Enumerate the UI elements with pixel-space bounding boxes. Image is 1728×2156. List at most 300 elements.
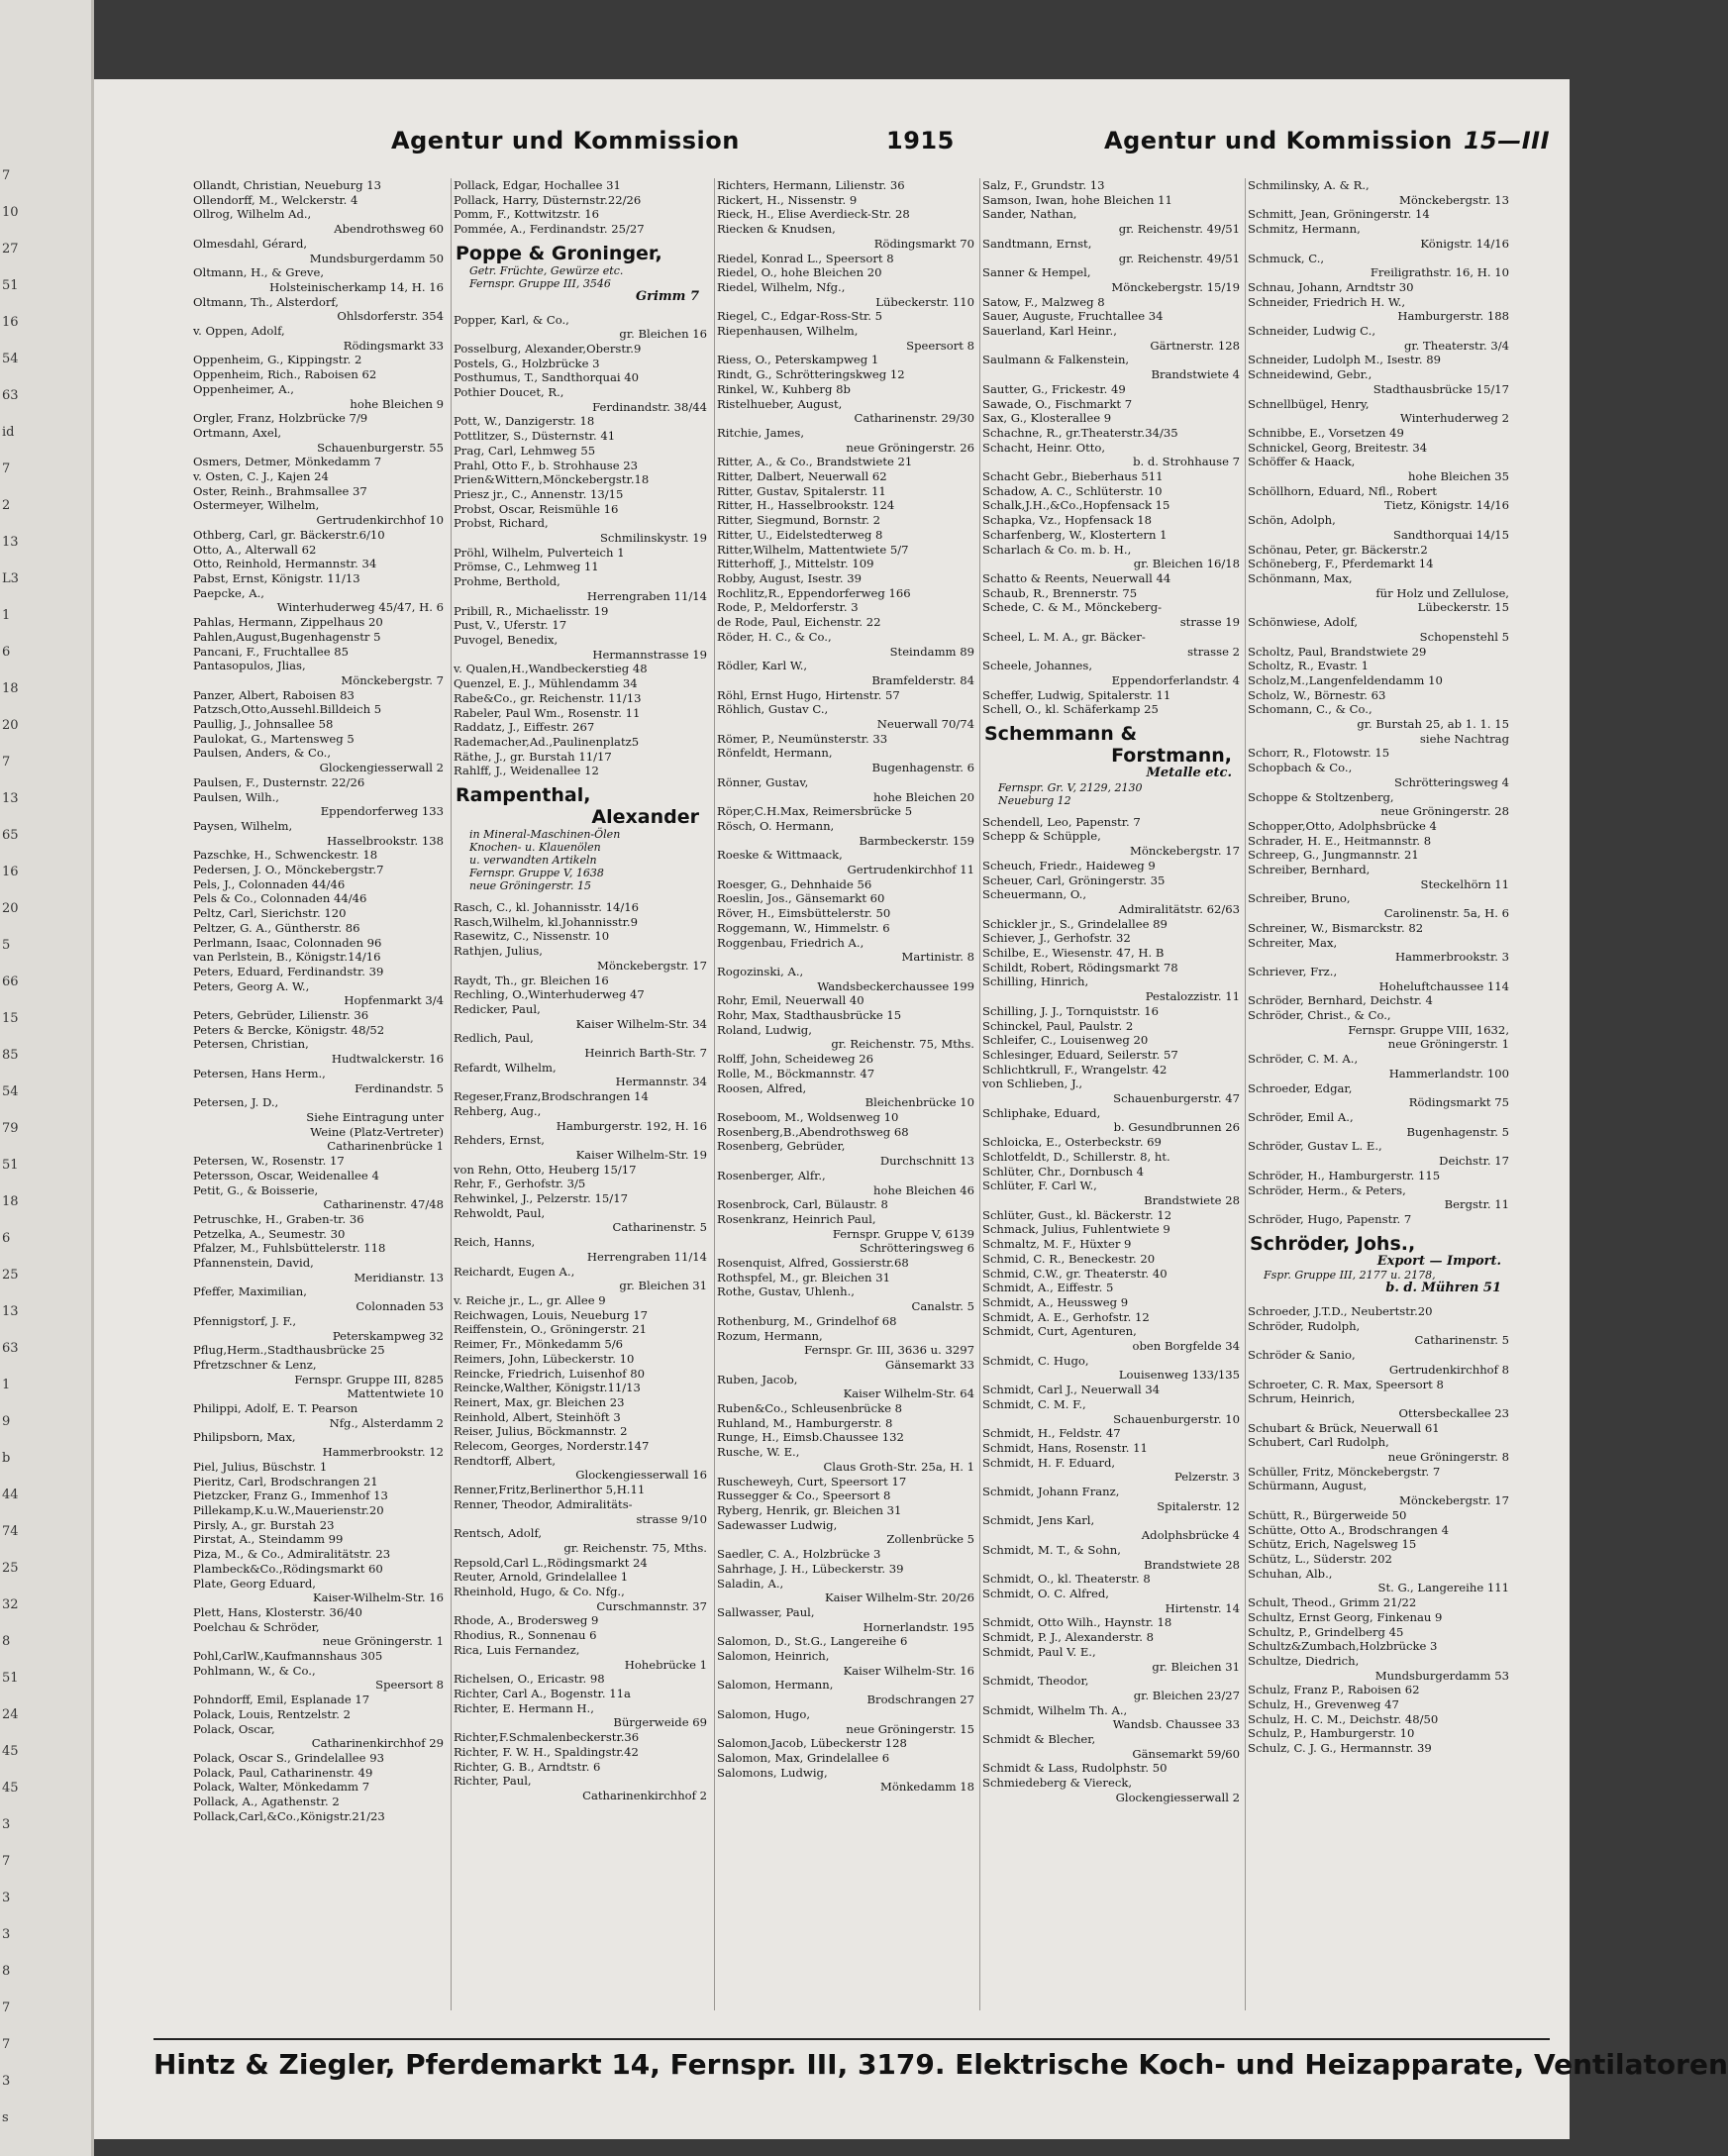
directory-entry-continuation: Colonnaden 53 [356, 1299, 444, 1314]
directory-entry: Pieritz, Carl, Brodschrangen 21 [193, 1474, 378, 1489]
prev-page-number: 74 [2, 1524, 19, 1539]
prev-page-number: 45 [2, 1744, 19, 1759]
directory-entry: Reichwagen, Louis, Neueburg 17 [454, 1307, 649, 1322]
directory-entry: Satow, F., Malzweg 8 [982, 294, 1105, 309]
directory-entry: Posthumus, T., Sandthorquai 40 [454, 370, 640, 385]
directory-entry-continuation: Bramfelderstr. 84 [871, 672, 974, 687]
directory-entry-continuation: Hermannstrasse 19 [592, 647, 707, 662]
directory-entry: Popper, Karl, & Co., [454, 312, 569, 327]
prev-page-number: 9 [2, 1414, 11, 1429]
directory-entry: Pahlen,August,Bugenhagenstr 5 [193, 629, 381, 644]
directory-entry-continuation: Catharinenkirchhof 29 [311, 1736, 444, 1751]
directory-entry: Russegger & Co., Speersort 8 [717, 1489, 891, 1503]
directory-entry-continuation: Heinrich Barth-Str. 7 [584, 1046, 707, 1061]
directory-entry-continuation: strasse 9/10 [636, 1511, 707, 1526]
directory-entry-continuation: Freiligrathstr. 16, H. 10 [1370, 265, 1509, 280]
directory-entry-continuation: Hamburgerstr. 188 [1397, 309, 1509, 324]
directory-entry-continuation: Gärtnerstr. 128 [1150, 338, 1240, 353]
directory-entry: Oltmann, Th., Alsterdorf, [193, 294, 339, 309]
directory-entry: Schultze, Diedrich, [1248, 1653, 1360, 1668]
prev-page-number: 51 [2, 1671, 19, 1686]
directory-entry: Schreiter, Max, [1248, 935, 1338, 950]
directory-entry-continuation: Curschmannstr. 37 [596, 1598, 707, 1613]
ad-phone: Fspr. Gruppe III, 2177 u. 2178, [1264, 1269, 1436, 1283]
directory-entry: Saladin, A., [717, 1576, 784, 1591]
directory-entry: Ryberg, Henrik, gr. Bleichen 31 [717, 1502, 902, 1517]
directory-entry: Oster, Reinh., Brahmsallee 37 [193, 483, 367, 498]
directory-entry: Ritter, Siegmund, Bornstr. 2 [717, 513, 881, 528]
directory-entry: Roland, Ludwig, [717, 1022, 812, 1037]
ad-line: in Mineral-Maschinen-Ölen [469, 828, 621, 842]
prev-page-number: 8 [2, 1634, 11, 1649]
prev-page-number: id [2, 425, 15, 440]
directory-entry: Roeske & Wittmaack, [717, 848, 843, 863]
directory-entry: Pollack,Carl,&Co.,Königstr.21/23 [193, 1808, 385, 1823]
directory-entry: Rothspfel, M., gr. Bleichen 31 [717, 1270, 890, 1284]
directory-entry: Schmidt & Lass, Rudolphstr. 50 [982, 1761, 1168, 1776]
directory-entry-continuation: neue Gröningerstr. 28 [1380, 804, 1509, 819]
directory-entry: Plambeck&Co.,Rödingsmarkt 60 [193, 1561, 383, 1576]
directory-entry: Peters, Georg A. W., [193, 978, 310, 993]
directory-entry-continuation: Hopfenmarkt 3/4 [344, 993, 444, 1008]
directory-entry: Schönwiese, Adolf, [1248, 615, 1359, 630]
directory-entry: Ritter, Gustav, Spitalerstr. 11 [717, 483, 886, 498]
column-5 [1245, 178, 1509, 2010]
directory-entry: Schmidt, P. J., Alexanderstr. 8 [982, 1630, 1154, 1645]
directory-entry: Polack, Louis, Rentzelstr. 2 [193, 1706, 352, 1721]
prev-page-number: 7 [2, 2001, 11, 2015]
directory-entry: Schnellbügel, Henry, [1248, 396, 1370, 411]
directory-entry: Piza, M., & Co., Admiralitätstr. 23 [193, 1547, 391, 1562]
directory-entry-continuation: Bergstr. 11 [1444, 1197, 1509, 1212]
directory-entry: Perlmann, Isaac, Colonnaden 96 [193, 935, 382, 950]
directory-entry-continuation: Schopenstehl 5 [1419, 629, 1509, 644]
directory-entry: Schroeder, J.T.D., Neubertstr.20 [1248, 1304, 1433, 1319]
directory-entry-continuation: Catharinenkirchhof 2 [582, 1788, 707, 1802]
directory-entry: Scholz,M.,Langenfeldendamm 10 [1248, 672, 1443, 687]
directory-entry: Pirsly, A., gr. Burstah 23 [193, 1517, 335, 1532]
directory-entry-continuation: Winterhuderweg 2 [1400, 411, 1509, 426]
directory-entry: Pott, W., Danzigerstr. 18 [454, 414, 595, 429]
directory-entry: Rosenberger, Alfr., [717, 1168, 826, 1182]
directory-entry-continuation: Zollenbrücke 5 [886, 1532, 974, 1547]
directory-entry: Rickert, H., Nissenstr. 9 [717, 192, 858, 207]
directory-entry-continuation: Fernspr. Gruppe VIII, 1632, [1348, 1022, 1509, 1037]
prev-page-number: 1 [2, 1378, 11, 1392]
column-3 [714, 178, 974, 2010]
directory-entry: Petruschke, H., Graben-tr. 36 [193, 1211, 364, 1226]
directory-entry: Schmidt, Otto Wilh., Haynstr. 18 [982, 1615, 1172, 1630]
directory-entry-continuation: St. G., Langereihe 111 [1377, 1581, 1509, 1595]
prev-page-number: 63 [2, 1341, 19, 1356]
header-year: 1915 [886, 127, 955, 154]
directory-entry-continuation: Ferdinandstr. 38/44 [592, 399, 707, 414]
directory-entry: Petit, G., & Boisserie, [193, 1182, 319, 1197]
directory-entry-continuation: Glockengiesserwall 16 [575, 1468, 707, 1483]
directory-entry: Pels, J., Colonnaden 44/46 [193, 876, 346, 891]
directory-entry: Pohlmann, W., & Co., [193, 1663, 316, 1678]
directory-entry: Scheel, L. M. A., gr. Bäcker- [982, 629, 1146, 644]
prev-page-number: 54 [2, 352, 19, 366]
directory-entry: Rademacher,Ad.,Paulinenplatz5 [454, 734, 640, 749]
directory-entry-continuation: Schrötteringsweg 4 [1394, 774, 1509, 789]
directory-entry: Schmidt, Carl J., Neuerwall 34 [982, 1383, 1161, 1397]
directory-entry-continuation: Gänsemarkt 33 [884, 1357, 974, 1372]
directory-entry: Schönmann, Max, [1248, 570, 1353, 585]
directory-entry-continuation: Hirtenstr. 14 [1165, 1600, 1240, 1615]
directory-entry: Schapka, Vz., Hopfensack 18 [982, 513, 1153, 528]
directory-entry: Raddatz, J., Eiffestr. 267 [454, 720, 595, 735]
directory-entry: Scheuer, Carl, Gröningerstr. 35 [982, 873, 1166, 887]
prev-page-number: b [2, 1451, 11, 1466]
directory-entry: Roeslin, Jos., Gänsemarkt 60 [717, 891, 885, 906]
directory-entry: Priesz jr., C., Annenstr. 13/15 [454, 486, 624, 501]
directory-entry: Schütte, Otto A., Brodschrangen 4 [1248, 1522, 1449, 1537]
directory-entry: Schmidt, Jens Karl, [982, 1513, 1095, 1528]
directory-entry-continuation: Stadthausbrücke 15/17 [1372, 381, 1509, 396]
prev-page-number: 51 [2, 278, 19, 293]
directory-entry-continuation: Hohebrücke 1 [624, 1657, 707, 1672]
directory-entry-continuation: Hasselbrookstr. 138 [327, 833, 444, 848]
ad-company-name: Schröder, Johs., [1250, 1232, 1416, 1255]
directory-entry: Schmack, Julius, Fuhlentwiete 9 [982, 1222, 1170, 1237]
directory-entry-continuation: oben Borgfelde 34 [1132, 1339, 1240, 1354]
directory-entry: Pflug,Herm.,Stadthausbrücke 25 [193, 1343, 385, 1358]
ad-address: Grimm 7 [636, 288, 699, 304]
directory-entry: Rosenbrock, Carl, Bülaustr. 8 [717, 1197, 888, 1212]
advertisement-poppe [456, 243, 705, 305]
prev-page-number: 3 [2, 1927, 11, 1942]
directory-entry: Polack, Oscar, [193, 1721, 275, 1736]
directory-entry: Rabeler, Paul Wm., Rosenstr. 11 [454, 705, 641, 720]
directory-entry: Rehwinkel, J., Pelzerstr. 15/17 [454, 1191, 628, 1206]
directory-entry: Rosenquist, Alfred, Gossierstr.68 [717, 1256, 909, 1271]
directory-entry: Quenzel, E. J., Mühlendamm 34 [454, 676, 638, 691]
directory-entry-continuation: Glockengiesserwall 2 [1115, 1790, 1240, 1804]
directory-entry: Röver, H., Eimsbüttelerstr. 50 [717, 906, 891, 921]
directory-entry: Pollack, Edgar, Hochallee 31 [454, 178, 621, 192]
ad-phone: Fernspr. Gruppe V, 1638 [469, 867, 604, 880]
directory-entry: Scheuch, Friedr., Haideweg 9 [982, 858, 1156, 873]
directory-entry-continuation: b. Gesundbrunnen 26 [1113, 1120, 1240, 1135]
directory-entry: Rothenburg, M., Grindelhof 68 [717, 1313, 897, 1328]
directory-entry-continuation: Fernspr. Gr. III, 3636 u. 3297 [804, 1343, 974, 1358]
directory-entry: Schloicka, E., Osterbeckstr. 69 [982, 1135, 1162, 1150]
directory-entry: Schmidt, Paul V. E., [982, 1644, 1096, 1659]
directory-entry: Rendtorff, Albert, [454, 1453, 557, 1468]
directory-entry: Ruben&Co., Schleusenbrücke 8 [717, 1401, 903, 1416]
directory-entry: Richelsen, O., Ericastr. 98 [454, 1672, 605, 1687]
directory-entry-continuation: Mönckebergstr. 7 [341, 672, 444, 687]
directory-entry: Richter, Carl A., Bogenstr. 11a [454, 1686, 631, 1700]
directory-entry: Pommée, A., Ferdinandstr. 25/27 [454, 222, 645, 237]
directory-entry: Schede, C. & M., Mönckeberg- [982, 600, 1163, 615]
directory-entry: Paulsen, Anders, & Co., [193, 746, 332, 761]
directory-entry: Schomann, C., & Co., [1248, 702, 1372, 717]
directory-entry: Rönner, Gustav, [717, 774, 809, 789]
directory-entry: Peters & Bercke, Königstr. 48/52 [193, 1022, 385, 1037]
directory-entry-continuation: hohe Bleichen 35 [1408, 469, 1509, 484]
directory-entry: Schatto & Reents, Neuerwall 44 [982, 570, 1171, 585]
directory-entry: Schröder, Hugo, Papenstr. 7 [1248, 1211, 1412, 1226]
directory-entry: Schuhan, Alb., [1248, 1566, 1333, 1581]
directory-entry-continuation: Durchschnitt 13 [879, 1154, 974, 1169]
directory-entry: v. Reiche jr., L., gr. Allee 9 [454, 1293, 606, 1307]
directory-entry: Rochlitz,R., Eppendorferweg 166 [717, 585, 911, 600]
directory-entry: Rolle, M., Böckmannstr. 47 [717, 1066, 875, 1080]
directory-entry: Ruscheweyh, Curt, Speersort 17 [717, 1474, 907, 1489]
directory-entry-continuation: Gertrudenkirchhof 8 [1388, 1362, 1509, 1377]
directory-entry: Pohndorff, Emil, Esplanade 17 [193, 1693, 370, 1707]
directory-entry: Schneidewind, Gebr., [1248, 367, 1372, 382]
directory-entry: Ritchie, James, [717, 425, 805, 440]
ad-company-name: Schemmann & [984, 723, 1138, 746]
directory-entry: Rathjen, Julius, [454, 944, 543, 959]
directory-entry: Pedersen, J. O., Mönckebergstr.7 [193, 863, 384, 877]
header-left-title: Agentur und Kommission [391, 127, 740, 154]
directory-entry: Richter, Paul, [454, 1774, 532, 1789]
directory-entry: Schrum, Heinrich, [1248, 1391, 1356, 1406]
directory-entry: Schlüter, F. Carl W., [982, 1179, 1097, 1193]
prev-page-number: 10 [2, 205, 19, 220]
directory-entry: Schult, Theod., Grimm 21/22 [1248, 1595, 1417, 1610]
directory-entry: Schöneberg, F., Pferdemarkt 14 [1248, 557, 1434, 571]
directory-entry: Ristelhueber, August, [717, 396, 843, 411]
directory-entry: Richter, F. W. H., Spaldingstr.42 [454, 1744, 639, 1759]
prev-page-number: 20 [2, 901, 19, 916]
directory-entry: von Schlieben, J., [982, 1077, 1083, 1091]
directory-entry-continuation: Schauenburgerstr. 47 [1113, 1091, 1240, 1106]
advertisement-rampenthal [456, 784, 705, 892]
prev-page-number: 79 [2, 1121, 19, 1136]
prev-page-number: 2 [2, 498, 11, 513]
directory-entry: Peters, Eduard, Ferdinandstr. 39 [193, 964, 384, 978]
directory-entry: Schleifer, C., Louisenweg 20 [982, 1033, 1149, 1048]
ad-line: Knochen- u. Klauenölen [469, 841, 601, 855]
directory-entry: Salomons, Ludwig, [717, 1765, 828, 1780]
prev-page-number: 63 [2, 388, 19, 403]
directory-entry: Schendell, Leo, Papenstr. 7 [982, 814, 1141, 829]
directory-entry-continuation: Herrengraben 11/14 [586, 1249, 707, 1264]
directory-entry: Richter, E. Hermann H., [454, 1700, 594, 1715]
directory-entry: Peters, Gebrüder, Lilienstr. 36 [193, 1008, 369, 1023]
directory-entry: Pfennigstorf, J. F., [193, 1313, 297, 1328]
directory-entry: Probst, Richard, [454, 516, 549, 531]
directory-entry: Reiser, Julius, Böckmannstr. 2 [454, 1424, 628, 1439]
directory-entry: Schlichtkrull, F., Wrangelstr. 42 [982, 1062, 1168, 1077]
directory-entry: Schilling, Hinrich, [982, 975, 1089, 989]
directory-entry: Schnickel, Georg, Breitestr. 34 [1248, 440, 1428, 455]
directory-entry: Sanner & Hempel, [982, 265, 1091, 280]
directory-entry: Schröder, Emil A., [1248, 1110, 1354, 1124]
directory-entry: Scholz, W., Börnestr. 63 [1248, 687, 1386, 702]
prev-page-number: 1 [2, 608, 11, 623]
directory-entry: Reimer, Fr., Mönkedamm 5/6 [454, 1337, 624, 1352]
prev-page-number: 3 [2, 2074, 11, 2089]
directory-entry: Reincke, Friedrich, Luisenhof 80 [454, 1366, 646, 1381]
directory-entry: Ortmann, Axel, [193, 425, 282, 440]
directory-entry-continuation: gr. Reichenstr. 75, Mths. [563, 1540, 707, 1555]
directory-entry: Pothier Doucet, R., [454, 385, 564, 400]
directory-entry: Rehwoldt, Paul, [454, 1205, 546, 1220]
directory-entry: Pfalzer, M., Fuhlsbüttelerstr. 118 [193, 1241, 386, 1256]
directory-entry: Schröder, C. M. A., [1248, 1052, 1359, 1067]
prev-page-number: 16 [2, 865, 19, 879]
directory-entry: Schultz&Zumbach,Holzbrücke 3 [1248, 1639, 1438, 1654]
directory-entry-continuation: Bugenhagenstr. 6 [871, 761, 974, 775]
directory-entry: Sander, Nathan, [982, 207, 1077, 222]
directory-entry: Pollack, Harry, Düsternstr.22/26 [454, 192, 642, 207]
directory-entry-continuation: gr. Bleichen 16 [619, 327, 707, 342]
directory-entry: Reinert, Max, gr. Bleichen 23 [454, 1394, 625, 1409]
directory-entry-continuation: b. d. Strohhause 7 [1133, 455, 1240, 469]
directory-entry-continuation: Steindamm 89 [889, 644, 974, 659]
directory-entry: Schmidt, Curt, Agenturen, [982, 1324, 1137, 1339]
ad-phone: Fernspr. Gr. V, 2129, 2130 [998, 780, 1143, 794]
directory-entry: Rasch, C., kl. Johannisstr. 14/16 [454, 900, 640, 915]
directory-entry: Schiever, J., Gerhofstr. 32 [982, 931, 1131, 946]
directory-entry-continuation: strasse 2 [1187, 644, 1240, 659]
directory-entry: Rechling, O.,Winterhuderweg 47 [454, 987, 645, 1002]
directory-entry: Schultz, Ernst Georg, Finkenau 9 [1248, 1609, 1443, 1624]
directory-entry-continuation: Hammerlandstr. 100 [1388, 1066, 1509, 1080]
ad-phone: Fernspr. Gruppe III, 3546 [469, 276, 611, 290]
column-4 [979, 178, 1240, 2010]
directory-entry-continuation: Barmbeckerstr. 159 [859, 833, 974, 848]
column-1 [191, 178, 444, 2010]
directory-entry: Schmidt, H. F. Eduard, [982, 1455, 1116, 1470]
ad-company-name: Rampenthal, [456, 784, 591, 807]
directory-entry-continuation: gr. Theaterstr. 3/4 [1403, 338, 1509, 353]
directory-entry: Schön, Adolph, [1248, 513, 1336, 528]
prev-page-number: 7 [2, 462, 11, 476]
directory-entry: Petersen, W., Rosenstr. 17 [193, 1154, 345, 1169]
directory-entry: Ruben, Jacob, [717, 1372, 798, 1386]
directory-entry: Piel, Julius, Büschstr. 1 [193, 1459, 328, 1474]
directory-entry: Refardt, Wilhelm, [454, 1060, 557, 1075]
directory-entry-continuation: Gertrudenkirchhof 10 [316, 513, 444, 528]
directory-entry: Röhl, Ernst Hugo, Hirtenstr. 57 [717, 687, 900, 702]
directory-entry: Paulsen, Wilh., [193, 789, 279, 804]
directory-entry: Rohr, Max, Stadthausbrücke 15 [717, 1008, 902, 1023]
directory-entry: de Rode, Paul, Eichenstr. 22 [717, 615, 881, 630]
prev-page-number: 13 [2, 1304, 19, 1319]
prev-page-number: L3 [2, 571, 19, 586]
directory-entry-continuation: Mundsburgerdamm 53 [1374, 1668, 1509, 1683]
directory-entry: Schroeder, Edgar, [1248, 1080, 1353, 1095]
prev-page-number: 7 [2, 1854, 11, 1869]
directory-entry-continuation: Winterhuderweg 45/47, H. 6 [276, 600, 444, 615]
ad-company-name-2: Alexander [591, 806, 699, 829]
directory-entry: Schreiber, Bernhard, [1248, 863, 1371, 877]
directory-entry: Schmidt, A., Heussweg 9 [982, 1294, 1129, 1309]
directory-entry: Schmidt & Blecher, [982, 1732, 1096, 1747]
directory-entry-continuation: Tietz, Königstr. 14/16 [1383, 498, 1509, 513]
directory-entry-continuation: Martinistr. 8 [901, 950, 974, 965]
directory-entry-continuation: Catharinenstr. 5 [612, 1220, 707, 1235]
directory-entry-continuation: hohe Bleichen 20 [873, 789, 974, 804]
directory-entry: Schmid, C. R., Beneckestr. 20 [982, 1251, 1156, 1266]
directory-entry: Schilbe, E., Wiesenstr. 47, H. B [982, 946, 1165, 961]
directory-entry: Pfannenstein, David, [193, 1256, 314, 1271]
directory-entry: Rogozinski, A., [717, 964, 804, 978]
directory-entry-continuation: Carolinenstr. 5a, H. 6 [1383, 906, 1509, 921]
directory-entry-continuation: Kaiser Wilhelm-Str. 19 [575, 1147, 707, 1162]
directory-entry: Redlich, Paul, [454, 1031, 534, 1046]
prev-page-number: 85 [2, 1048, 19, 1063]
directory-entry: Schmilinsky, A. & R., [1248, 178, 1370, 192]
prev-page-number: 44 [2, 1488, 19, 1502]
directory-entry: Schulz, H. C. M., Deichstr. 48/50 [1248, 1711, 1439, 1726]
directory-entry: Schlüter, Chr., Dornbusch 4 [982, 1164, 1145, 1179]
header-right-title: Agentur und Kommission [1104, 127, 1453, 154]
directory-entry: Schnau, Johann, Arndtstr 30 [1248, 279, 1414, 294]
directory-entry-continuation: Schmilinskystr. 19 [599, 531, 707, 546]
directory-entry-continuation: Catharinenstr. 29/30 [854, 411, 974, 426]
directory-entry: Paepcke, A., [193, 585, 264, 600]
directory-entry: Polack, Paul, Catharinenstr. 49 [193, 1765, 373, 1780]
directory-entry: Schroeter, C. R. Max, Speersort 8 [1248, 1377, 1444, 1391]
ad-company-name-2: Forstmann, [1111, 745, 1232, 768]
directory-entry-continuation: Wandsbeckerchaussee 199 [817, 978, 974, 993]
directory-entry: Pomm, F., Kottwitzstr. 16 [454, 207, 600, 222]
directory-entry: Schröder, Herm., & Peters, [1248, 1182, 1406, 1197]
directory-entry: Schliphake, Eduard, [982, 1105, 1101, 1120]
directory-entry: Peltzer, G. A., Güntherstr. 86 [193, 920, 360, 935]
directory-entry-continuation: hohe Bleichen 46 [873, 1182, 974, 1197]
directory-entry: Schröder, Rudolph, [1248, 1318, 1361, 1333]
directory-entry: Römer, P., Neumünsterstr. 33 [717, 731, 888, 746]
directory-entry: Polack, Oscar S., Grindelallee 93 [193, 1750, 384, 1765]
directory-entry-continuation: hohe Bleichen 9 [350, 396, 444, 411]
directory-entry: Rosenberg,B.,Abendrothsweg 68 [717, 1124, 909, 1139]
directory-entry: Schütz, Erich, Nagelsweg 15 [1248, 1537, 1417, 1552]
directory-entry: Schmidt, M. T., & Sohn, [982, 1542, 1121, 1557]
directory-entry: Ritter, Dalbert, Neuerwall 62 [717, 469, 887, 484]
directory-entry: Paysen, Wilhelm, [193, 818, 293, 833]
directory-entry: Schlüter, Gust., kl. Bäckerstr. 12 [982, 1207, 1172, 1222]
directory-entry: Ritterhoff, J., Mittelstr. 109 [717, 557, 874, 571]
directory-entry-continuation: gr. Reichenstr. 49/51 [1118, 251, 1240, 265]
directory-entry: Schöllhorn, Eduard, Nfl., Robert [1248, 483, 1437, 498]
directory-entry: Schalk,J.H.,&Co.,Hopfensack 15 [982, 498, 1170, 513]
directory-entry: Ruhland, M., Hamburgerstr. 8 [717, 1415, 893, 1430]
directory-entry: Ollandt, Christian, Neueburg 13 [193, 178, 382, 192]
directory-entry: Riecken & Knudsen, [717, 222, 836, 237]
directory-entry: Sandtmann, Ernst, [982, 236, 1092, 251]
directory-entry: Schmidt, Johann Franz, [982, 1485, 1120, 1499]
directory-entry: Pröhl, Wilhelm, Pulverteich 1 [454, 545, 625, 560]
directory-entry: Oppenheimer, A., [193, 381, 294, 396]
directory-entry-continuation: Neuerwall 70/74 [876, 717, 974, 732]
directory-entry: Rindt, G., Schrötteringskweg 12 [717, 367, 905, 382]
directory-entry: Roseboom, M., Woldsenweg 10 [717, 1110, 899, 1124]
directory-entry: Richters, Hermann, Lilienstr. 36 [717, 178, 905, 192]
advertisement-schemmann [984, 723, 1238, 807]
directory-entry: Schmitz, Hermann, [1248, 222, 1361, 237]
prev-page-number: 66 [2, 975, 19, 989]
directory-entry: Otto, A., Alterwall 62 [193, 542, 317, 557]
prev-page-number: 7 [2, 2037, 11, 2052]
prev-page-number: 5 [2, 938, 11, 953]
directory-entry-continuation: neue Gröningerstr. 1 [1387, 1037, 1509, 1052]
directory-entry: Schmidt, Wilhelm Th. A., [982, 1702, 1128, 1717]
directory-entry: Paullig, J., Johnsallee 58 [193, 717, 334, 732]
directory-entry-continuation: Rödingsmarkt 33 [343, 338, 444, 353]
directory-entry: Petzelka, A., Seumestr. 30 [193, 1226, 346, 1241]
directory-entry: Pietzcker, Franz G., Immenhof 13 [193, 1489, 388, 1503]
directory-entry-continuation: Bürgerweide 69 [613, 1715, 707, 1730]
